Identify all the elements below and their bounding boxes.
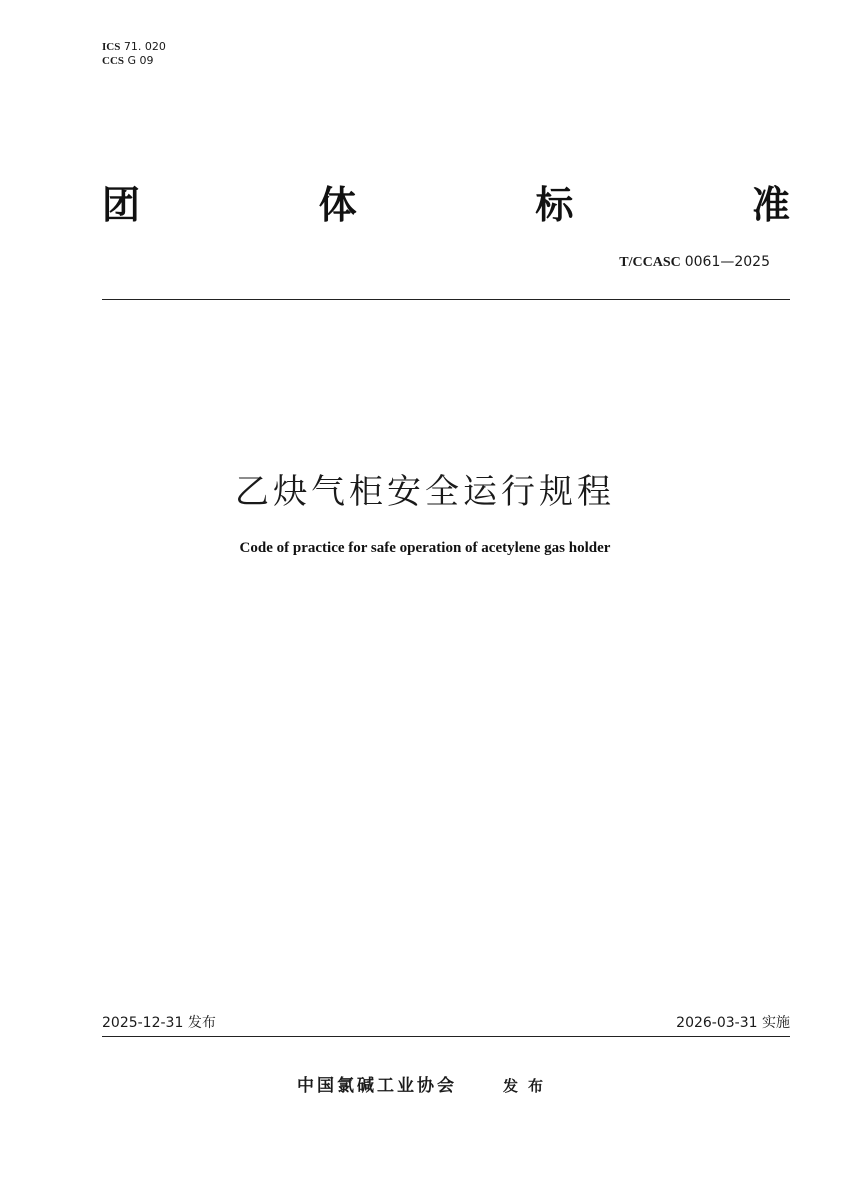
implementation-date <box>676 1012 790 1032</box>
standard-number <box>619 254 770 271</box>
standard-type-heading <box>102 176 790 226</box>
ccs-value: G 09 <box>127 54 154 67</box>
ics-code <box>102 40 166 54</box>
ics-label: ICS <box>102 41 121 53</box>
heading-char-1: 团 <box>102 182 141 227</box>
publisher-label: 发布 <box>502 1077 553 1095</box>
issue-date-value: 2025-12-31 <box>102 1015 184 1031</box>
document-title-zh: 乙炔气柜安全运行规程 <box>235 472 615 512</box>
heading-char-4: 准 <box>751 182 790 227</box>
issue-date <box>102 1012 216 1032</box>
document-title-en: Code of practice for safe operation of acetylene gas holder <box>239 540 611 556</box>
footer-divider <box>102 1036 790 1037</box>
ics-value: 71. 020 <box>123 40 166 53</box>
implementation-date-value: 2026-03-31 <box>676 1015 758 1031</box>
publisher-org: 中国氯碱工业协会 <box>297 1076 458 1096</box>
ccs-label: CCS <box>102 55 125 67</box>
classification-codes <box>102 40 166 68</box>
heading-char-3: 标 <box>535 182 574 227</box>
implementation-date-label: 实施 <box>762 1015 790 1031</box>
header-divider <box>102 299 790 300</box>
standard-prefix: T/CCASC <box>619 255 681 270</box>
standard-code: 0061—2025 <box>684 254 770 270</box>
ccs-code <box>102 54 166 68</box>
publisher <box>0 1071 850 1096</box>
issue-date-label: 发布 <box>187 1015 216 1031</box>
heading-char-2: 体 <box>318 182 357 227</box>
